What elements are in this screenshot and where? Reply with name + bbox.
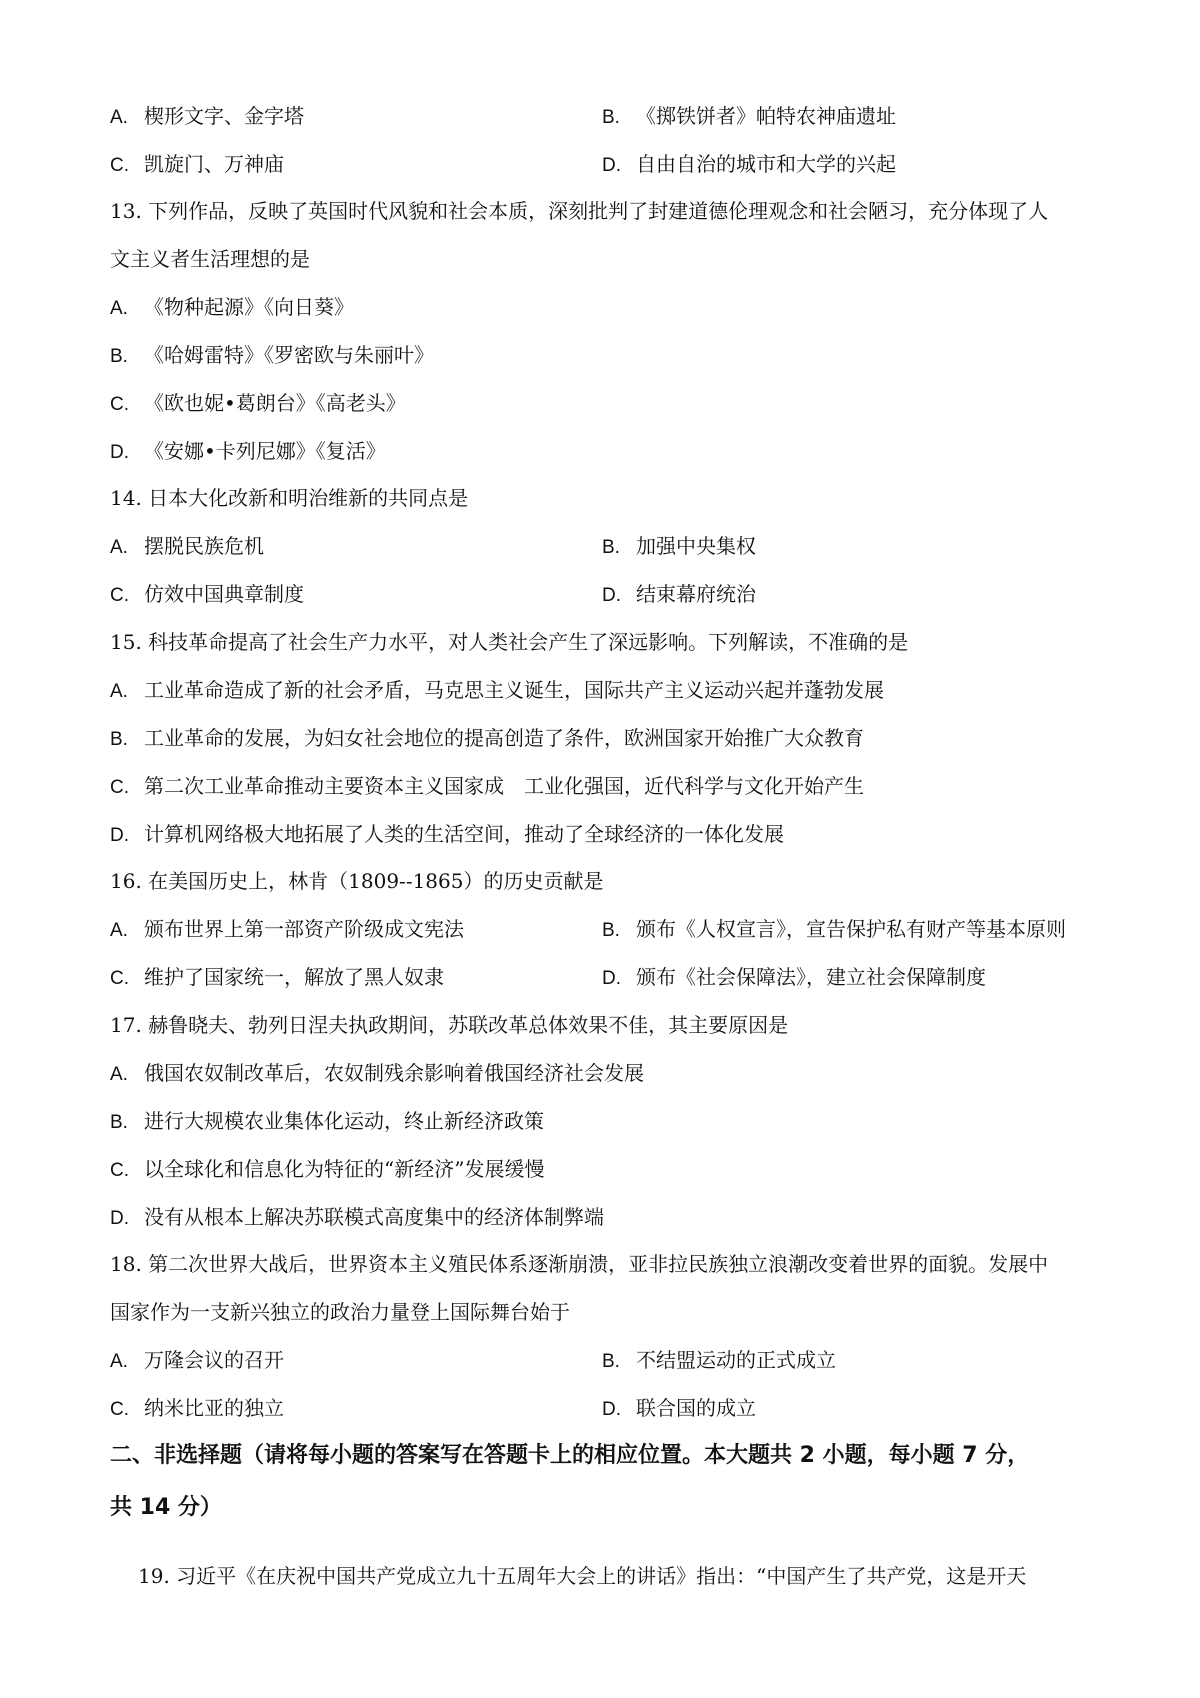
option-text: 颁布《人权宣言》，宣告保护私有财产等基本原则 xyxy=(636,917,1066,941)
option-letter: A. xyxy=(110,681,128,702)
option-letter: B. xyxy=(602,107,620,128)
option-letter: C. xyxy=(110,394,129,415)
q15-stem: 15. 科技革命提高了社会生产力水平，对人类社会产生了深远影响。下列解读，不准确的是 xyxy=(110,630,909,654)
q18-option-a xyxy=(110,1346,284,1376)
q14-option-a xyxy=(110,532,264,562)
section-heading-line-1: 二、非选择题（请将每小题的答案写在答题卡上的相应位置。本大题共 2 小题，每小题 7 分， xyxy=(110,1443,1030,1468)
option-letter: C. xyxy=(110,155,129,176)
option-letter: A. xyxy=(110,920,128,941)
option-letter: A. xyxy=(110,298,128,319)
q12-option-c xyxy=(110,150,284,180)
option-letter: D. xyxy=(602,1399,621,1420)
q14-option-b xyxy=(602,532,756,562)
option-text: 《哈姆雷特》《罗密欧与朱丽叶》 xyxy=(144,343,434,367)
q17-option-a xyxy=(110,1059,644,1089)
q16-option-c xyxy=(110,963,444,993)
option-letter: B. xyxy=(110,729,128,750)
option-text: 《安娜•卡列尼娜》《复活》 xyxy=(144,439,386,463)
q18-option-b xyxy=(602,1346,836,1376)
option-letter: D. xyxy=(110,825,129,846)
option-text: 楔形文字、金字塔 xyxy=(144,104,304,128)
option-text: 联合国的成立 xyxy=(636,1396,756,1420)
option-letter: B. xyxy=(602,920,620,941)
q13-option-c xyxy=(110,389,406,419)
option-letter: D. xyxy=(602,585,621,606)
option-text: 颁布《社会保障法》，建立社会保障制度 xyxy=(636,965,986,989)
option-text: 摆脱民族危机 xyxy=(144,534,264,558)
q16-option-a xyxy=(110,915,464,945)
option-letter: A. xyxy=(110,1351,128,1372)
q18-option-d xyxy=(602,1394,756,1424)
option-text: 《欧也妮•葛朗台》《高老头》 xyxy=(144,391,406,415)
section-heading-line-2: 共 14 分） xyxy=(110,1495,222,1520)
option-letter: C. xyxy=(110,968,129,989)
option-letter: A. xyxy=(110,537,128,558)
option-text: 工业革命造成了新的社会矛盾，马克思主义诞生，国际共产主义运动兴起并蓬勃发展 xyxy=(144,678,884,702)
option-text: 仿效中国典章制度 xyxy=(144,582,304,606)
option-text: 工业革命的发展，为妇女社会地位的提高创造了条件，欧洲国家开始推广大众教育 xyxy=(144,726,864,750)
option-letter: A. xyxy=(110,1064,128,1085)
q13-option-b xyxy=(110,341,434,371)
option-letter: D. xyxy=(110,1208,129,1229)
option-text: 进行大规模农业集体化运动，终止新经济政策 xyxy=(144,1109,544,1133)
q16-option-b xyxy=(602,915,1066,945)
q14-stem: 14. 日本大化改新和明治维新的共同点是 xyxy=(110,486,469,510)
option-letter: B. xyxy=(602,1351,620,1372)
q13-stem-line-2: 文主义者生活理想的是 xyxy=(110,247,310,271)
option-text: 加强中央集权 xyxy=(636,534,756,558)
q18-stem-line-1: 18. 第二次世界大战后，世界资本主义殖民体系逐渐崩溃，亚非拉民族独立浪潮改变着世界的面貌。发展中 xyxy=(110,1252,1049,1276)
option-letter: B. xyxy=(110,346,128,367)
q12-option-d xyxy=(602,150,896,180)
option-letter: D. xyxy=(602,968,621,989)
option-letter: C. xyxy=(110,777,129,798)
q18-stem-line-2: 国家作为一支新兴独立的政治力量登上国际舞台始于 xyxy=(110,1300,570,1324)
option-letter: D. xyxy=(602,155,621,176)
option-letter: D. xyxy=(110,442,129,463)
option-text: 《物种起源》《向日葵》 xyxy=(144,295,354,319)
q12-option-b xyxy=(602,102,896,132)
q13-option-d xyxy=(110,437,386,467)
option-letter: B. xyxy=(602,537,620,558)
option-text: 以全球化和信息化为特征的“新经济”发展缓慢 xyxy=(144,1157,545,1181)
option-text: 凯旋门、万神庙 xyxy=(144,152,284,176)
option-text: 计算机网络极大地拓展了人类的生活空间，推动了全球经济的一体化发展 xyxy=(144,822,784,846)
q17-option-d xyxy=(110,1203,604,1233)
q15-option-d xyxy=(110,820,784,850)
option-text: 维护了国家统一，解放了黑人奴隶 xyxy=(144,965,444,989)
q17-option-c xyxy=(110,1155,544,1185)
option-text: 没有从根本上解决苏联模式高度集中的经济体制弊端 xyxy=(144,1205,604,1229)
q19-stem: 19. 习近平《在庆祝中国共产党成立九十五周年大会上的讲话》指出：“中国产生了共产党，这是开天 xyxy=(138,1564,1027,1588)
option-letter: B. xyxy=(110,1112,128,1133)
option-letter: A. xyxy=(110,107,128,128)
q15-option-a xyxy=(110,676,884,706)
q12-option-a xyxy=(110,102,304,132)
option-text: 第二次工业革命推动主要资本主义国家成 工业化强国，近代科学与文化开始产生 xyxy=(144,774,864,798)
q17-stem: 17. 赫鲁晓夫、勃列日涅夫执政期间，苏联改革总体效果不佳，其主要原因是 xyxy=(110,1013,789,1037)
q13-stem-line-1: 13. 下列作品，反映了英国时代风貌和社会本质，深刻批判了封建道德伦理观念和社会陋习，充分体现了人 xyxy=(110,199,1049,223)
q16-stem: 16. 在美国历史上，林肯（1809--1865）的历史贡献是 xyxy=(110,869,604,893)
option-letter: C. xyxy=(110,585,129,606)
q13-option-a xyxy=(110,293,354,323)
option-text: 纳米比亚的独立 xyxy=(144,1396,284,1420)
q15-option-b xyxy=(110,724,864,754)
q14-option-d xyxy=(602,580,756,610)
q14-option-c xyxy=(110,580,304,610)
q16-option-d xyxy=(602,963,986,993)
option-letter: C. xyxy=(110,1399,129,1420)
option-text: 《掷铁饼者》帕特农神庙遗址 xyxy=(636,104,896,128)
option-letter: C. xyxy=(110,1160,129,1181)
q15-option-c xyxy=(110,772,864,802)
option-text: 自由自治的城市和大学的兴起 xyxy=(636,152,896,176)
q17-option-b xyxy=(110,1107,544,1137)
option-text: 不结盟运动的正式成立 xyxy=(636,1348,836,1372)
option-text: 万隆会议的召开 xyxy=(144,1348,284,1372)
option-text: 结束幕府统治 xyxy=(636,582,756,606)
q18-option-c xyxy=(110,1394,284,1424)
option-text: 颁布世界上第一部资产阶级成文宪法 xyxy=(144,917,464,941)
option-text: 俄国农奴制改革后，农奴制残余影响着俄国经济社会发展 xyxy=(144,1061,644,1085)
